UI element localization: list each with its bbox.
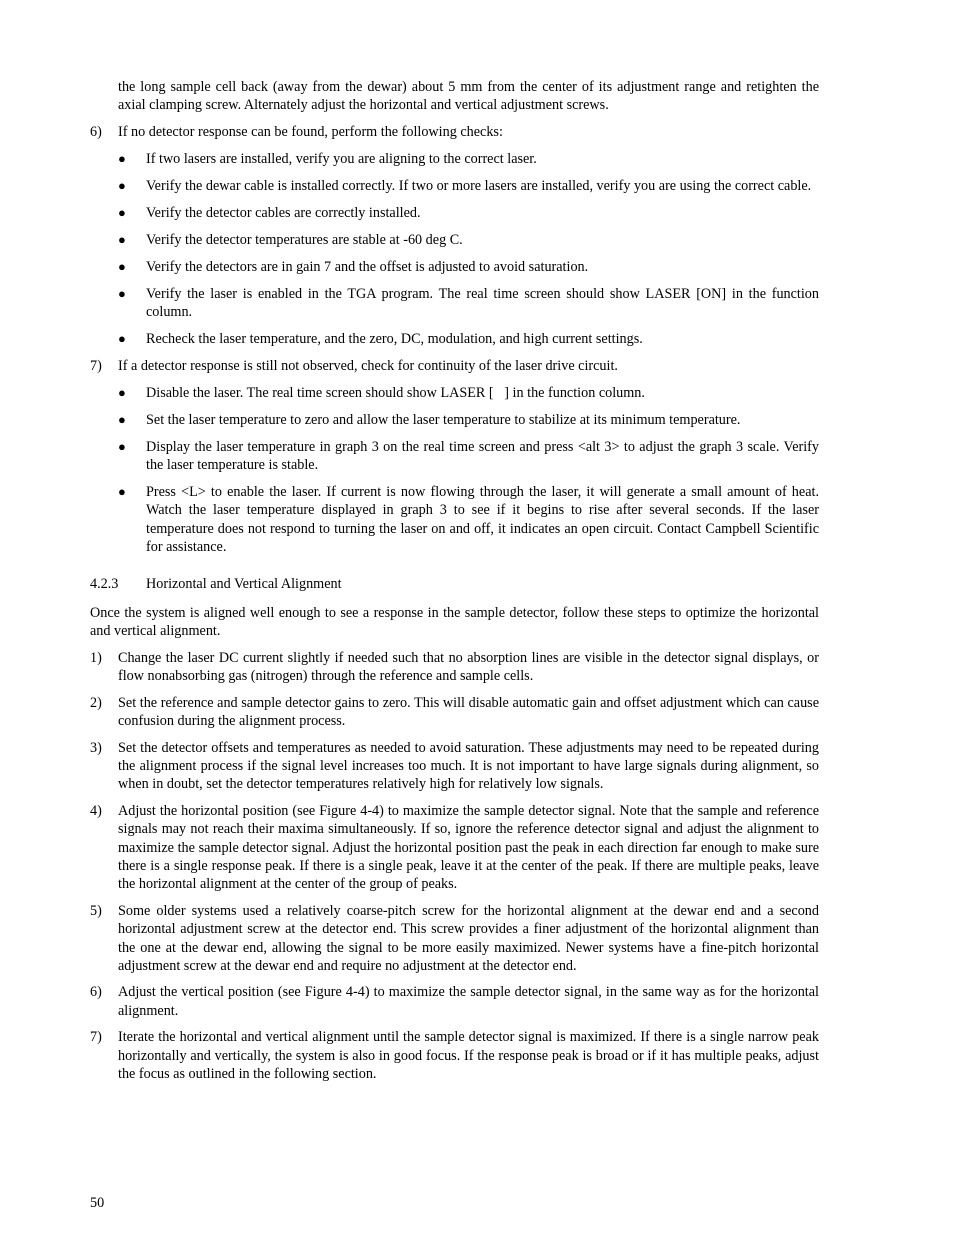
step-item — [90, 902, 819, 976]
list-item: ● Disable the laser. The real time screen should show LASER [ ] in the function column. — [118, 384, 645, 401]
list-item: ● Verify the dewar cable is installed correctly. If two or more lasers are installed, verify you are using the correct cable. — [118, 177, 812, 194]
step-item — [90, 1028, 819, 1083]
section-heading — [90, 575, 819, 593]
bullet-icon: ● — [118, 258, 126, 274]
step-text: If no detector response can be found, perform the following checks: — [118, 123, 503, 140]
step-text: Iterate the horizontal and vertical alignment until the sample detector signal is maximized. If there is a single narrow peak horizontally and vertically, the system is also in good focus. If the response peak is broad or if it has multiple peaks, adjust the focus as outlined in the following section. — [118, 1029, 819, 1082]
step-text: Set the detector offsets and temperatures as needed to avoid saturation. These adjustments may need to be repeated during the alignment process if the signal level increases too much. It is not important to have large signals during alignment, so when in doubt, set the detector temperatures relatively high for relatively low signals. — [118, 739, 819, 793]
step-item — [90, 357, 819, 375]
bullet-icon: ● — [118, 484, 126, 500]
step-number: 1) — [90, 649, 102, 666]
step-text: If a detector response is still not observed, check for continuity of the laser drive circuit. — [118, 357, 618, 374]
list-item: ● If two lasers are installed, verify you are aligning to the correct laser. — [118, 150, 537, 167]
step-item — [90, 649, 819, 686]
page-content — [90, 78, 819, 1083]
step-number: 2) — [90, 694, 102, 711]
step-text: Adjust the vertical position (see Figure 4-4) to maximize the sample detector signal, in the same way as for the horizontal alignment. — [118, 984, 819, 1019]
bullet-icon: ● — [118, 411, 126, 427]
step-number: 4) — [90, 802, 102, 819]
section-title: Horizontal and Vertical Alignment — [146, 575, 342, 592]
checklist — [90, 384, 819, 557]
page-number: 50 — [90, 1195, 105, 1211]
continuation-paragraph: the long sample cell back (away from the dewar) about 5 mm from the center of its adjustment range and retighten the axial clamping screw. Alternately adjust the horizontal and vertical adjustment screws. — [118, 79, 819, 114]
bullet-icon: ● — [118, 231, 126, 247]
list-item: ● Press <L> to enable the laser. If current is now flowing through the laser, it will generate a small amount of heat. Watch the laser temperature displayed in graph 3 to see if it begins to rise after several seconds. If the laser temperature does not respond to turning the laser on and off, it indicates an open circuit. Contact Campbell Scientific for assistance. — [118, 484, 819, 556]
step-number: 6) — [90, 984, 102, 1001]
step-item — [90, 123, 819, 141]
section-number: 4.2.3 — [90, 575, 119, 592]
list-item: ● Verify the detector cables are correctly installed. — [118, 204, 421, 221]
bullet-icon: ● — [118, 331, 126, 347]
list-item: ● Verify the detector temperatures are stable at -60 deg C. — [118, 231, 463, 248]
list-item: ● Recheck the laser temperature, and the zero, DC, modulation, and high current settings. — [118, 331, 643, 348]
bullet-icon: ● — [118, 204, 126, 220]
step-number: 5) — [90, 902, 102, 919]
step-number: 6) — [90, 123, 102, 140]
step-item — [90, 802, 819, 894]
bullet-icon: ● — [118, 150, 126, 166]
step-number: 3) — [90, 739, 102, 756]
step-number: 7) — [90, 1029, 102, 1046]
list-item: ● Verify the laser is enabled in the TGA program. The real time screen should show LASER [ON] in the function column. — [118, 285, 819, 321]
step-item — [90, 694, 819, 731]
step-text: Set the reference and sample detector gains to zero. This will disable automatic gain and offset adjustment which can cause confusion during the alignment process. — [118, 694, 819, 730]
bullet-icon: ● — [118, 177, 126, 193]
list-item: ● Display the laser temperature in graph 3 on the real time screen and press <alt 3> to adjust the graph 3 scale. Verify the laser temperature is stable. — [118, 438, 819, 474]
step-number: 7) — [90, 357, 102, 374]
step-item — [90, 739, 819, 794]
bullet-icon: ● — [118, 438, 126, 454]
checklist — [90, 150, 819, 349]
step-text: Change the laser DC current slightly if needed such that no absorption lines are visible in the detector signal displays, or flow nonabsorbing gas (nitrogen) through the reference and sample cells. — [118, 649, 819, 685]
step-text: Some older systems used a relatively coarse-pitch screw for the horizontal alignment at the dewar end and a second horizontal adjustment screw at the detector end. This screw provides a finer adjustment of the horizontal alignment than the one at the dewar end, allowing the signal to be more easily maximized. Newer systems have a fine-pitch horizontal adjustment screw at the dewar end and require no adjustment at the detector end. — [118, 902, 819, 974]
list-item: ● Verify the detectors are in gain 7 and the offset is adjusted to avoid saturation. — [118, 258, 589, 275]
bullet-icon: ● — [118, 384, 126, 400]
step-item — [90, 983, 819, 1020]
list-item: ● Set the laser temperature to zero and allow the laser temperature to stabilize at its minimum temperature. — [118, 411, 741, 428]
step-text: Adjust the horizontal position (see Figure 4-4) to maximize the sample detector signal. Note that the sample and reference signals may not reach their maxima simultaneously. If so, ignore the reference detector signal and adjust the alignment to maximize the sample detector signal. Adjust the horizontal position past the peak in each direction far enough to make sure there is a single response peak. If there is a single peak, leave it at the center of the peak. If there are multiple peaks, leave the horizontal alignment at the center of the group of peaks. — [118, 802, 819, 893]
section-intro: Once the system is aligned well enough to see a response in the sample detector, follow these steps to optimize the horizontal and vertical alignment. — [90, 605, 819, 640]
bullet-icon: ● — [118, 285, 126, 301]
